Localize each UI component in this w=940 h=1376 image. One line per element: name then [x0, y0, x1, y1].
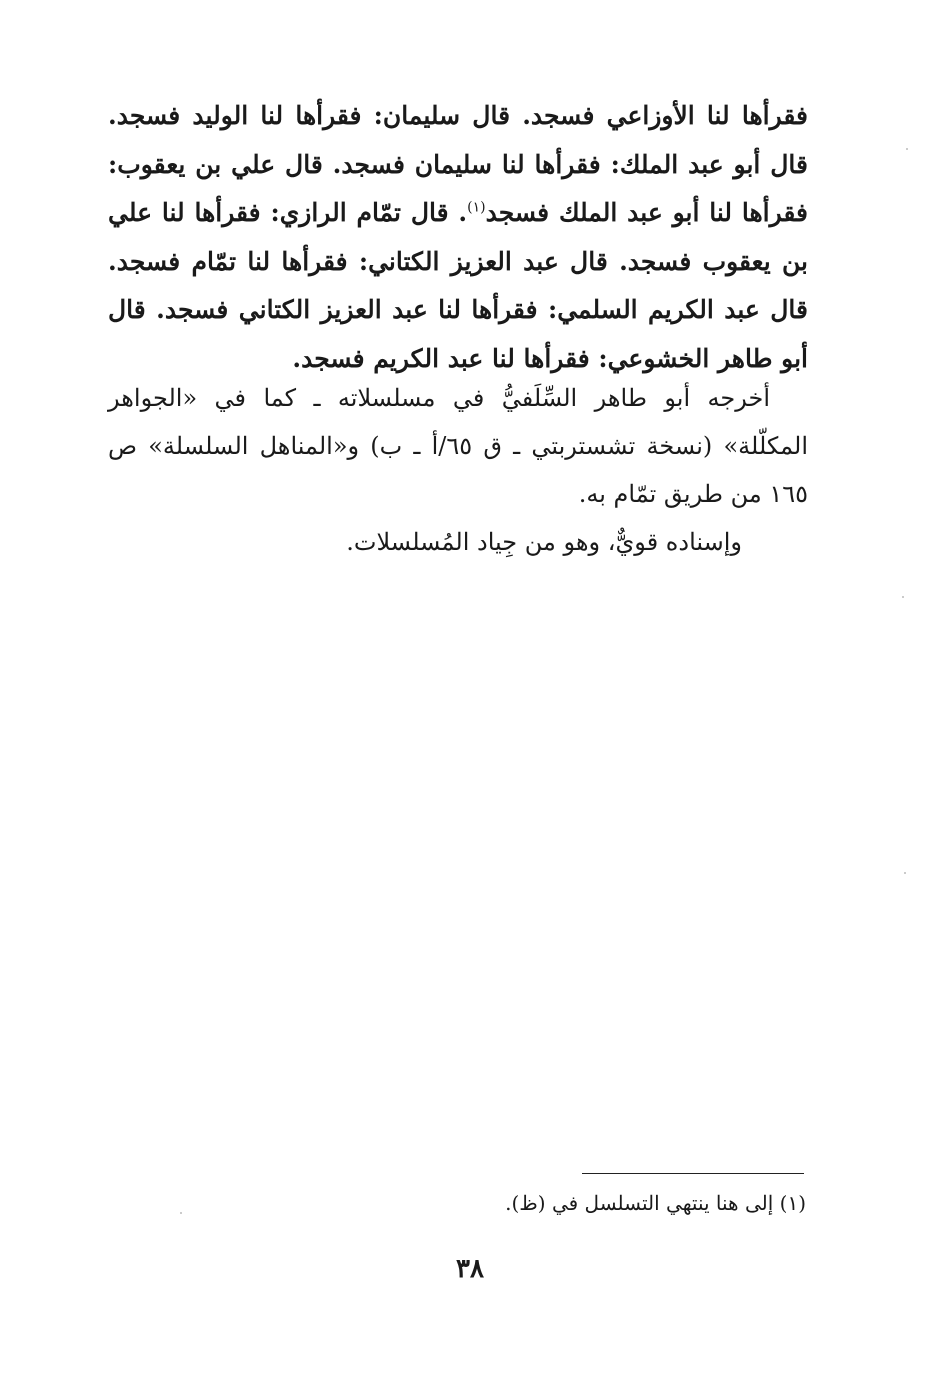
isnad-paragraph	[108, 92, 808, 384]
scan-speck	[180, 1212, 182, 1214]
scan-speck	[906, 148, 908, 150]
scan-speck	[904, 872, 906, 874]
scan-speck	[902, 596, 904, 598]
isnad-text: فقرأها لنا الأوزاعي فسجد. قال سليمان: فقرأها لنا الوليد فسجد. قال أبو عبد الملك: فقرأها لنا سليمان فسجد. قال علي بن يعقوب: فقرأها لنا أبو عبد الملك فسجد	[108, 101, 808, 228]
footnote-separator	[582, 1173, 804, 1174]
page-number: ٣٨	[456, 1254, 484, 1284]
footnote-reference[interactable]: (١)	[467, 199, 486, 216]
isnad-text-continued: . قال تمّام الرازي: فقرأها لنا علي بن يعقوب فسجد. قال عبد العزيز الكتاني: فقرأها لنا تمّام فسجد. قال عبد الكريم السلمي: فقرأها لنا عبد العزيز الكتاني فسجد. قال أبو طاهر الخشوعي: فقرأها لنا عبد الكريم فسجد.	[108, 198, 808, 373]
footnote-text: (١) إلى هنا ينتهي التسلسل في (ظ).	[505, 1191, 806, 1215]
takhrij-paragraph: أخرجه أبو طاهر السِّلَفيُّ في مسلسلاته ـ كما في «الجواهر المكلّلة» (نسخة تشستربتي ـ ق ٦٥/أ ـ ب) و«المناهل السلسلة» ص ١٦٥ من طريق تمّام به.	[108, 384, 808, 508]
grading-paragraph: وإسناده قويٌّ، وهو من جِياد المُسلسلات.	[346, 528, 742, 556]
